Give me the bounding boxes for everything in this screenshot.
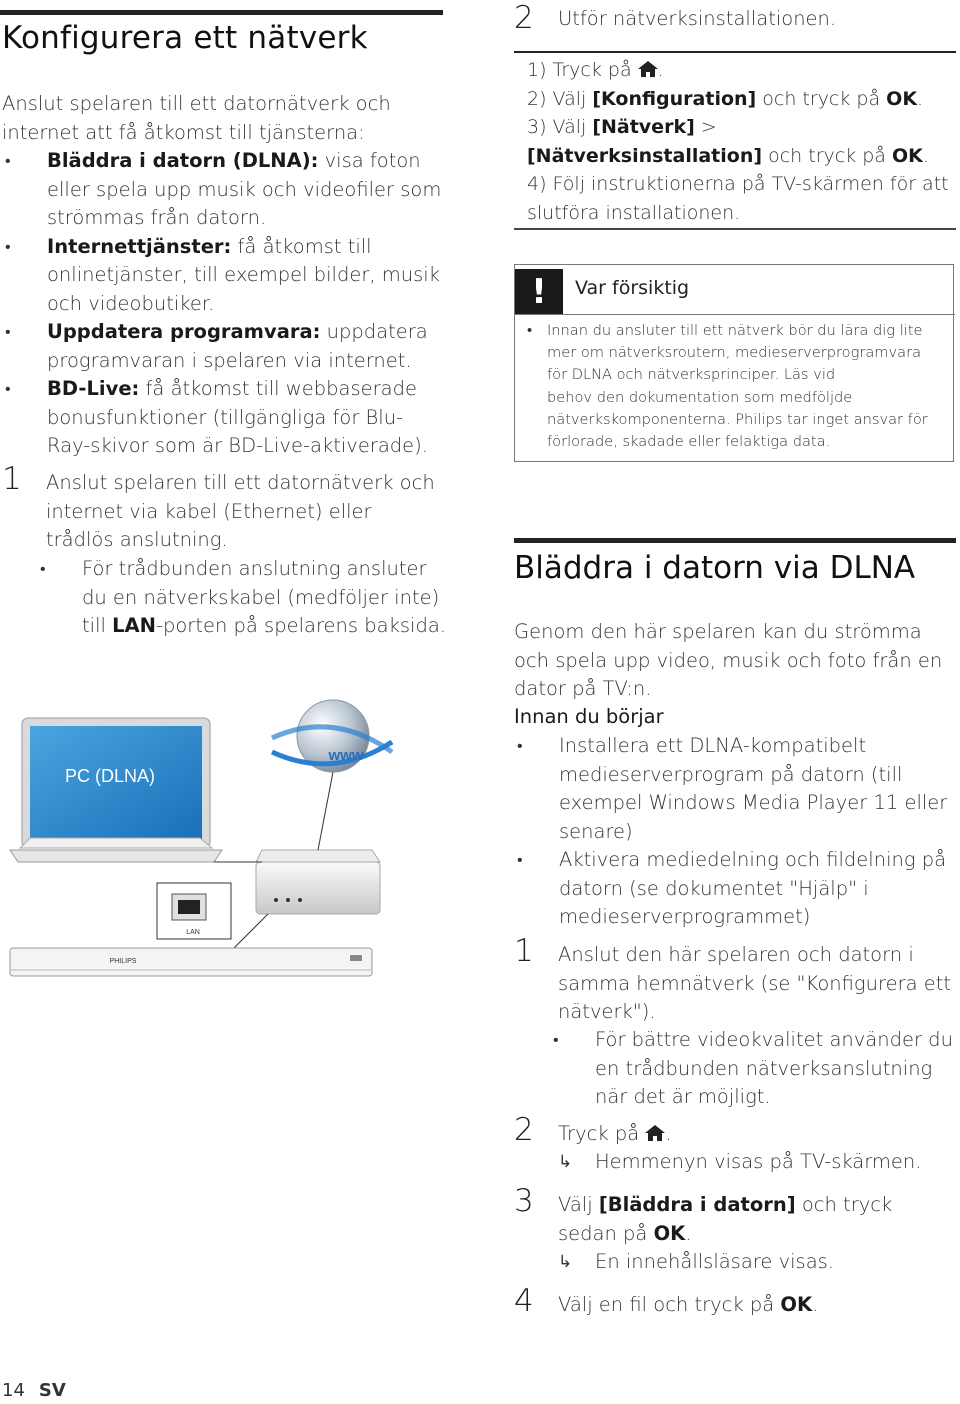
- lan-label: LAN: [186, 929, 200, 936]
- page-number: 14: [2, 1380, 25, 1401]
- left-top-rule: [0, 10, 443, 15]
- service-item: • Bläddra i datorn (DLNA): visa foton eller spela upp musik och videofiler som strömmas från datorn.: [2, 147, 442, 233]
- service-item: • BD-Live: få åtkomst till webbaserade bonusfunktioner (tillgängliga för Blu-Ray-skivor som är BD-Live-aktiverade).: [2, 375, 442, 461]
- service-item: • Internettjänster: få åtkomst till onlinetjänster, till exempel bilder, musik och videobutiker.: [2, 233, 442, 319]
- dlna-intro: Genom den här spelaren kan du strömma och spela upp video, musik och foto från en dator på TV:n.: [514, 620, 943, 700]
- home-icon: [645, 1125, 665, 1141]
- step-text: Anslut den här spelaren och datorn i samma hemnätverk (se "Konfigurera ett nätverk").: [558, 943, 952, 1023]
- bluray-player-icon: [10, 948, 372, 976]
- brand-label: PHILIPS: [109, 958, 137, 965]
- result-arrow-icon: ↳: [558, 1152, 573, 1172]
- caution-box: [514, 264, 954, 462]
- step1-subitem: • För trådbunden anslutning ansluter du en nätverkskabel (medföljer inte) till LAN-porten på spelarens baksida.: [37, 555, 447, 641]
- language-code: SV: [38, 1380, 66, 1401]
- step-number: 2: [514, 0, 534, 36]
- page-footer: [2, 1380, 66, 1401]
- caution-title: Var försiktig: [575, 277, 690, 299]
- substep: 3) Välj [Nätverk] > [Nätverksinstallation] och tryck på OK.: [527, 116, 929, 167]
- warning-icon: !: [515, 269, 563, 315]
- step-text: Anslut spelaren till ett datornätverk och internet via kabel (Ethernet) eller trådlös anslutning.: [46, 471, 435, 551]
- home-icon: [638, 61, 658, 77]
- before-item: • Aktivera mediedelning och fildelning på datorn (se dokumentet "Hjälp" i medieserverprogrammet): [514, 846, 954, 932]
- step2-end-rule: [514, 228, 956, 230]
- substep: 1) Tryck på .: [527, 59, 664, 81]
- step-number: 2: [514, 1112, 534, 1148]
- caution-text: • Innan du ansluter till ett nätverk bör du lära dig lite mer om nätverksroutern, medieserverprogramvara för DLNA och nätverksprinciper. Läs vid behov den dokumentation som medföljde nätverkskomponenterna. Philips tar inget ansvar för förlorade, skadade eller felaktiga data.: [527, 320, 937, 453]
- step-text: Välj [Bläddra i datorn] och tryck sedan på OK.: [558, 1193, 893, 1245]
- step1-sublist: [37, 555, 447, 641]
- before-item: • Installera ett DLNA-kompatibelt medieserverprogram på datorn (till exempel Windows Media Player 11 eller senare): [514, 732, 954, 846]
- step-text: Välj en fil och tryck på OK.: [558, 1293, 819, 1316]
- substep: 4) Följ instruktionerna på TV-skärmen för att slutföra installationen.: [527, 173, 949, 224]
- step-text: Tryck på .: [558, 1122, 672, 1145]
- step-subitem: • För bättre videokvalitet använder du en trådbunden nätverksanslutning när det är möjligt.: [550, 1026, 955, 1112]
- caution-divider: [515, 314, 955, 315]
- dlna-top-rule: [514, 538, 956, 543]
- step-sublist: [550, 1026, 955, 1112]
- router-icon: [256, 850, 380, 914]
- substep: 2) Välj [Konfiguration] och tryck på OK.: [527, 87, 924, 110]
- step2-substeps: [527, 56, 957, 227]
- section-title-network: Konfigurera ett nätverk: [2, 20, 368, 56]
- network-intro: Anslut spelaren till ett datornätverk och internet att få åtkomst till tjänsterna:: [2, 92, 391, 144]
- step-number: 1: [2, 461, 22, 497]
- step-result: En innehållsläsare visas.: [595, 1250, 834, 1273]
- step2-rule: [514, 51, 956, 53]
- laptop-icon: [10, 718, 222, 862]
- www-label: www: [328, 747, 364, 764]
- step-number: 3: [514, 1183, 534, 1219]
- network-diagram: [0, 690, 445, 990]
- step-number: 1: [514, 933, 534, 969]
- before-list: [514, 732, 954, 932]
- result-arrow-icon: ↳: [558, 1252, 573, 1272]
- step-text: Utför nätverksinstallationen.: [558, 7, 837, 30]
- section-title-dlna: Bläddra i datorn via DLNA: [514, 550, 916, 586]
- service-item: • Uppdatera programvara: uppdatera programvaran i spelaren via internet.: [2, 318, 442, 375]
- before-heading: Innan du börjar: [514, 705, 664, 728]
- step-number: 4: [514, 1283, 534, 1319]
- step-result: Hemmenyn visas på TV-skärmen.: [595, 1150, 922, 1173]
- pc-label: PC (DLNA): [64, 766, 156, 786]
- services-list: [2, 147, 442, 461]
